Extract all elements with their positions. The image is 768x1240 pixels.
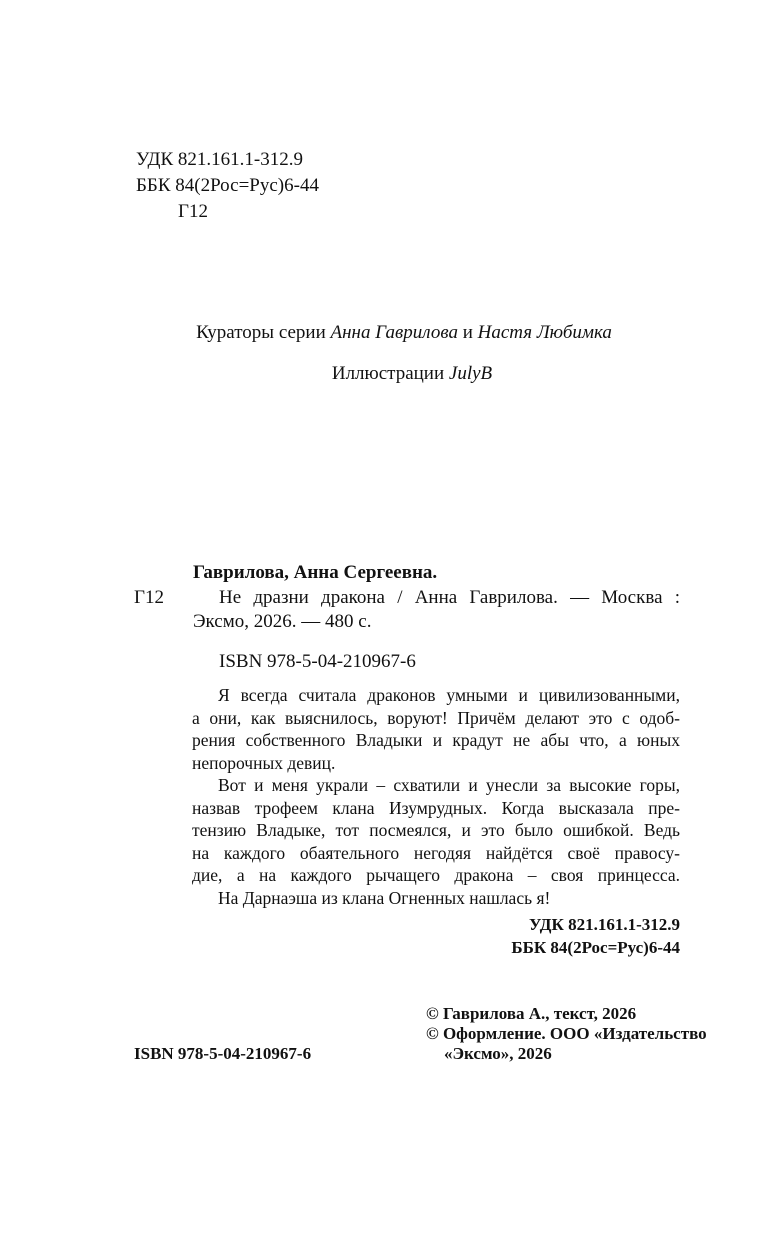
annotation-line: назвав трофеем клана Изумрудных. Когда высказала пре- — [192, 797, 680, 818]
copyright-design: © Оформление. ООО «Издательство — [426, 1024, 707, 1043]
bbk-code-bottom: ББК 84(2Рос=Рус)6-44 — [511, 938, 680, 957]
annotation-line: а они, как выяснилось, воруют! Причём делают это с одоб- — [192, 707, 680, 728]
annotation-line: На Дарнаэша из клана Огненных нашлась я! — [218, 887, 551, 908]
catalog-title-line-1: Не дразни дракона / Анна Гаврилова. — Москва : — [219, 587, 680, 608]
curators-line — [0, 320, 768, 346]
annotation-line: рения собственного Владыки и крадут не абы что, а юных — [192, 730, 680, 750]
annotation-line: Вот и меня украли – схватили и унесли за высокие горы, — [218, 775, 680, 795]
curators-prefix: Кураторы серии — [196, 322, 326, 343]
bbk-code-top: ББК 84(2Рос=Рус)6-44 — [136, 175, 319, 196]
catalog-author-mark: Г12 — [134, 587, 164, 608]
annotation-line: тензию Владыке, тот посмеялся, и это было ошибкой. Ведь — [192, 820, 680, 840]
author-mark-top: Г12 — [178, 201, 208, 222]
udk-code-top: УДК 821.161.1-312.9 — [136, 149, 303, 170]
curators-conjunction: и — [462, 322, 473, 343]
annotation-line: дие, а на каждого рычащего дракона – своя принцесса. — [192, 865, 680, 885]
annotation-line: Я всегда считала драконов умными и цивилизованными, — [218, 685, 680, 705]
annotation-line: на каждого обаятельного негодяя найдётся своё правосу- — [192, 842, 680, 863]
illustrations-prefix: Иллюстрации — [331, 363, 445, 384]
illustrator-name: JulyB — [448, 363, 493, 384]
annotation-line: непорочных девиц. — [192, 752, 336, 773]
copyright-publisher: «Эксмо», 2026 — [444, 1044, 552, 1063]
copyright-text: © Гаврилова А., текст, 2026 — [426, 1004, 637, 1023]
curator-2: Настя Любимка — [477, 322, 612, 343]
udk-code-bottom: УДК 821.161.1-312.9 — [529, 915, 680, 934]
illustrations-line — [0, 361, 768, 387]
catalog-isbn: ISBN 978-5-04-210967-6 — [219, 651, 416, 672]
catalog-author-heading: Гаврилова, Анна Сергеевна. — [193, 562, 438, 583]
annotation — [192, 684, 680, 909]
catalog-title-line-2: Эксмо, 2026. — 480 с. — [193, 611, 372, 632]
isbn-bottom: ISBN 978-5-04-210967-6 — [134, 1044, 312, 1063]
curator-1: Анна Гаврилова — [330, 322, 458, 343]
